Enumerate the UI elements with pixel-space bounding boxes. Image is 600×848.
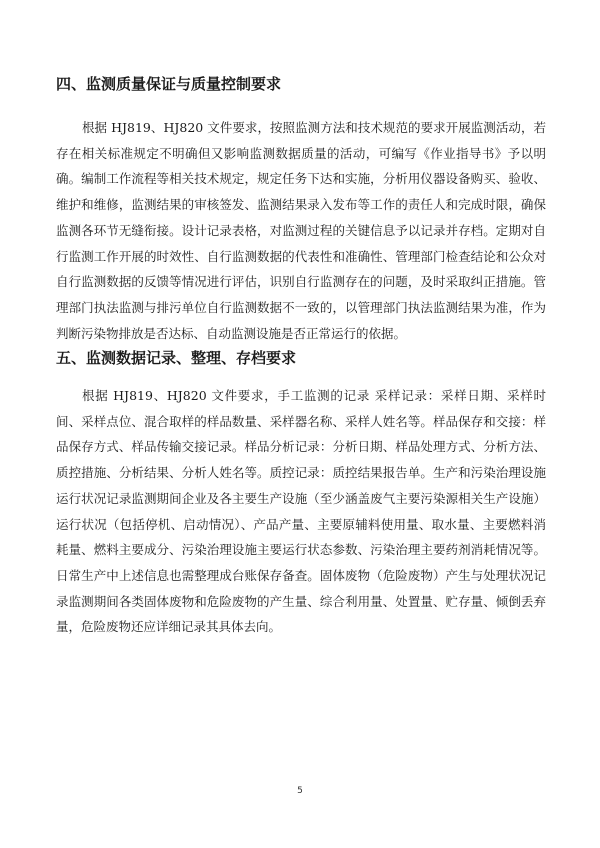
section-body-data-records: 根据 HJ819、HJ820 文件要求，手工监测的记录 采样记录：采样日期、采样时间、采样点位、混合取样的样品数量、采样器名称、采样人姓名等。样品保存和交接：样品保存方式、样品传输交接记录。样品分析记录：分析日期、样品处理方式、分析方法、质控措施、分析结果、分析人姓名等。质控记录：质控结果报告单。生产和污染治理设施运行状况记录监测期间企业及各主要生产设施（至少涵盖废气主要污染源相关生产设施）运行状况（包括停机、启动情况）、产品产量、主要原辅料使用量、取水量、主要燃料消耗量、燃料主要成分、污染治理设施主要运行状态参数、污染治理主要药剂消耗情况等。日常生产中上述信息也需整理成台账保存备查。固体废物（危险废物）产生与处理状况记录监测期间各类固体废物和危险废物的产生量、综合利用量、处置量、贮存量、倾倒丢弃量，危险废物还应详细记录其具体去向。: [56, 388, 546, 635]
section-body-quality-control: 根据 HJ819、HJ820 文件要求，按照监测方法和技术规范的要求开展监测活动，若存在相关标准规定不明确但又影响监测数据质量的活动，可编写《作业指导书》予以明确。编制工作流程等相关技术规定，规定任务下达和实施，分析用仪器设备购买、验收、维护和维修，监测结果的审核签发、监测结果录入发布等工作的责任人和完成时限，确保监测各环节无缝衔接。设计记录表格，对监测过程的关键信息予以记录并存档。定期对自行监测工作开展的时效性、自行监测数据的代表性和准确性、管理部门检查结论和公众对自行监测数据的反馈等情况进行评估，识别自行监测存在的问题，及时采取纠正措施。管理部门执法监测与排污单位自行监测数据不一致的，以管理部门执法监测结果为准，作为判断污染物排放是否达标、自动监测设施是否正常运行的依据。: [56, 120, 546, 341]
section-heading-data-records: 五、监测数据记录、整理、存档要求: [56, 349, 297, 367]
page-number: 5: [297, 786, 303, 796]
section-heading-quality-control: 四、监测质量保证与质量控制要求: [56, 75, 282, 93]
